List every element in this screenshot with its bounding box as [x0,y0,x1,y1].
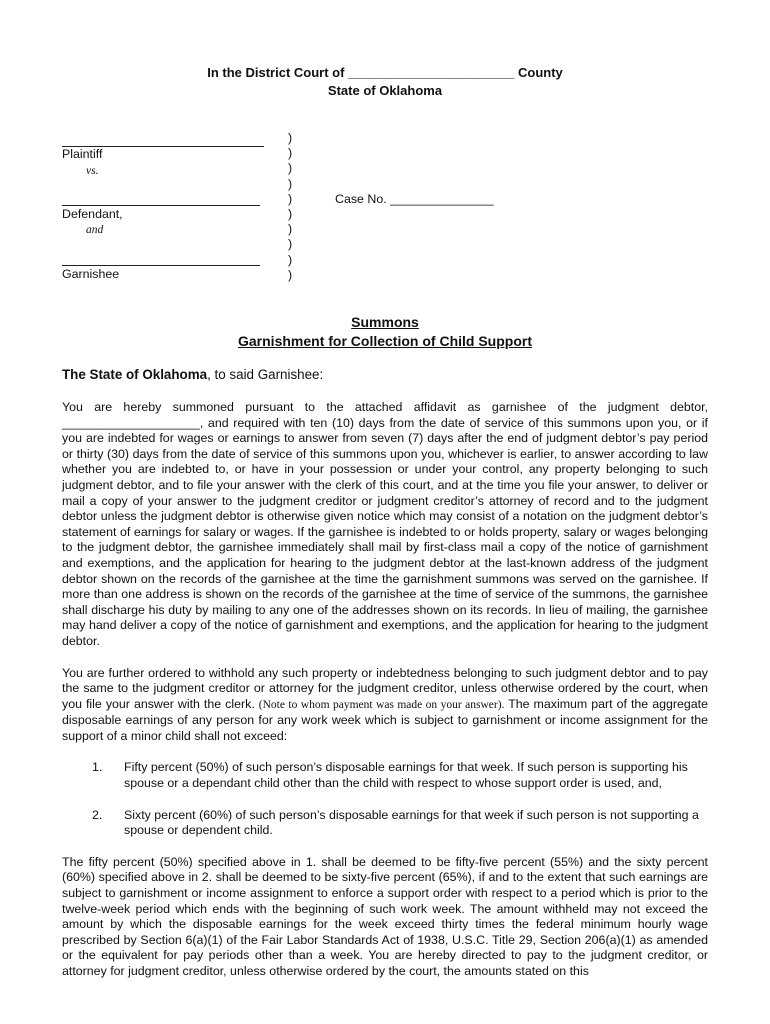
paren: ) [288,267,293,282]
summons-subtitle: Garnishment for Collection of Child Support [238,333,532,349]
summons-title: Summons [351,314,419,330]
paren: ) [288,252,293,267]
vs-label: vs. [86,165,99,177]
case-no-blank[interactable]: _______________ [390,192,494,206]
court-heading [0,65,770,81]
withhold-text: You are further ordered to withhold any such property or indebtedness belonging to such judgment debtor and to pay the same to the judgment creditor or attorney for the judgment creditor, unless otherwise ordered by the court, when you file your answer with the clerk. [62,665,708,711]
list-number: 2. [92,807,103,822]
court-line-suffix: County [517,65,563,80]
state-heading: State of Oklahoma [327,83,443,98]
salutation-rest: , to said Garnishee: [207,367,324,382]
court-line-prefix: In the District Court of [207,65,345,80]
case-no-label: Case No. [335,192,387,206]
paren: ) [288,191,293,206]
paren: ) [288,207,293,222]
county-blank[interactable]: _______________________ [348,65,515,80]
defendant-blank[interactable] [62,205,260,206]
paren: ) [288,161,293,176]
salutation-bold: The State of Oklahoma [62,367,208,382]
defendant-label: Defendant, [62,207,123,221]
list-item [62,808,708,839]
paren: ) [288,176,293,191]
case-number [335,192,493,206]
withhold-text-cont: The maximum part of the aggregate disposable earnings of any person for any work week which is subject to garnishment or income assignment for the support of a minor child shall not exceed: [62,696,708,743]
paragraph-percentages: The fifty percent (50%) specified above in 1. shall be deemed to be fifty-five percent (55%) and the sixty percent (60%) specified above in 2. shall be deemed to be sixty-five percent (65%), if and to the extent that such earnings are subject to garnishment or income assignment to enforce a support order with respect to a period which is prior to the twelve-week period which ends with the beginning of such work week. The amount withheld may not exceed the amount by which the disposable earnings for the week exceed thirty times the federal minimum hourly wage prescribed by Section 6(a)(1) of the Fair Labor Standards Act of 1938, U.S.C. Title 29, Section 206(a)(1) as amended or the equivalent for pay periods other than a week. You are hereby directed to pay to the judgment creditor, or attorney for judgment creditor, unless otherwise ordered by the court, the amounts stated on this [62,854,708,978]
caption-paren-column [288,131,292,283]
paren: ) [288,131,293,145]
garnishee-blank[interactable] [62,265,260,266]
list-text: Sixty percent (60%) of such person’s disposable earnings for that week if such person is not supporting a spouse or dependent child. [124,807,699,838]
salutation [62,367,708,383]
list-number: 1. [92,760,103,775]
and-label: and [86,224,104,236]
garnishee-label: Garnishee [62,267,120,281]
paragraph-summons: You are hereby summoned pursuant to the attached affidavit as garnishee of the judgment debtor, ____________________, and required with ten (10) days from the date of service of this summons upon you, or if you are indebted for wages or earnings to answer from seven (7) days after the end of judgment debtor’s pay period or thirty (30) days from the date of service of this summons upon you, whichever is earlier, to answer according to law whether you are indebted to, or have in your possession or under your control, any property belonging to such judgment debtor, and to file your answer with the clerk of this court, and at the time you file your answer, to deliver or mail a copy of your answer to the judgment creditor or judgment creditor’s attorney of record and to the judgment debtor unless the judgment debtor is otherwise given notice which may consist of a notation on the judgment debtor’s statement of earnings for salary or wages. If the garnishee is indebted to or holds property, salary or wages belonging to the judgment debtor, the garnishee immediately shall mail by first-class mail a copy of the notice of garnishment and exemptions, and the application for hearing to the judgment debtor at the last-known address of the judgment debtor shown on the records of the garnishee at the time the garnishment summons was served on the garnishee. If more than one address is shown on the records of the garnishee at the time of service of the summons, the garnishee shall discharge his duty by mailing to any one of the addresses shown on its records. In lieu of mailing, the garnishee may hand deliver a copy of the notice of garnishment and exemptions, and the application for hearing to the judgment debtor. [62,400,708,648]
list-item [62,760,708,791]
list-text: Fifty percent (50%) of such person’s disposable earnings for that week. If such person is supporting his spouse or a dependant child other than the child with respect to whose support order is used, and, [124,760,688,791]
paragraph-withhold [62,666,708,745]
paren: ) [288,222,293,237]
paren: ) [288,237,293,252]
plaintiff-label: Plaintiff [62,147,103,161]
paren: ) [288,146,293,161]
payment-note: (Note to whom payment was made on your answer). [258,698,505,711]
summons-body [62,367,708,980]
